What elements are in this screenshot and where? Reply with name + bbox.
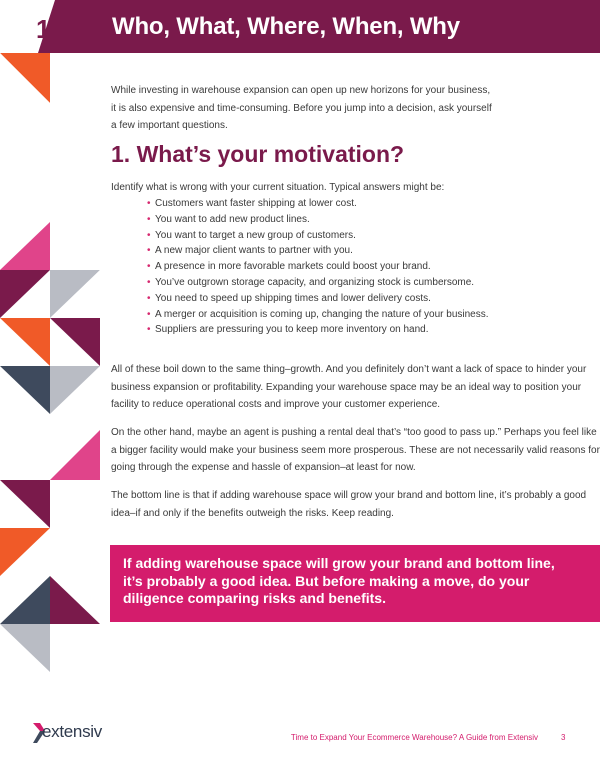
intro-line: While investing in warehouse expansion can open up new horizons for your business, <box>111 85 491 96</box>
list-item: • You’ve outgrown storage capacity, and organizing stock is cumbersome. <box>147 275 489 291</box>
footer-guide-title: Time to Expand Your Ecommerce Warehouse? A Guide from Extensiv <box>290 733 538 742</box>
paragraph-line: facility to reduce operational costs and improve your customer experience. <box>111 399 441 410</box>
list-item: • You want to add new product lines. <box>147 212 489 228</box>
chapter-title: Who, What, Where, When, Why <box>112 13 460 40</box>
list-item: • Customers want faster shipping at lower cost. <box>147 196 489 212</box>
paragraph-line: going through the expense and hassle of expansion–at least for now. <box>111 462 416 473</box>
paragraph-line: All of these boil down to the same thing–growth. And you definitely don’t want a lack of space to hinder your <box>111 364 587 375</box>
body-paragraph-other-hand <box>111 424 600 477</box>
chapter-number: 1 <box>36 14 51 44</box>
page-number: 3 <box>561 733 566 742</box>
reasons-list <box>147 196 489 338</box>
callout-line: diligence comparing risks and benefits. <box>123 590 386 606</box>
list-item: • Suppliers are pressuring you to keep more inventory on hand. <box>147 322 489 338</box>
section-lead: Identify what is wrong with your current situation. Typical answers might be: <box>111 182 445 193</box>
intro-line: it is also expensive and time-consuming. Before you jump into a decision, ask yourself <box>111 102 492 114</box>
body-paragraph-growth <box>111 361 586 414</box>
brand-logo-text: extensiv <box>42 722 102 741</box>
paragraph-line: The bottom line is that if adding warehouse space will grow your brand and bottom line, it’s probably a good <box>111 490 587 501</box>
callout-line: it’s probably a good idea. But before making a move, do your <box>123 572 530 589</box>
callout-text <box>123 555 563 608</box>
list-item: • You need to speed up shipping times and lower delivery costs. <box>147 291 489 307</box>
paragraph-line: On the other hand, maybe an agent is pushing a rental deal that’s “too good to pass up.” Perhaps you feel like <box>111 427 597 438</box>
list-item: • A merger or acquisition is coming up, changing the nature of your business. <box>147 307 489 323</box>
intro-paragraph <box>111 82 492 135</box>
paragraph-line: a bigger facility would make your business seem more prosperous. These are not necessarily valid reasons for <box>111 444 600 456</box>
paragraph-line: business expansion or profitability. Expanding your warehouse space may be an ideal way to position your <box>111 381 582 393</box>
geometric-pattern-decoration <box>0 0 110 700</box>
paragraph-line: idea–if and only if the benefits outweigh the risks. Keep reading. <box>111 507 394 519</box>
body-paragraph-bottom-line <box>111 487 586 522</box>
section-title: 1. What’s your motivation? <box>111 141 405 167</box>
list-item: • A new major client wants to partner with you. <box>147 243 489 259</box>
intro-line: a few important questions. <box>111 120 228 131</box>
callout-box <box>110 545 600 622</box>
list-item: • A presence in more favorable markets could boost your brand. <box>147 259 489 275</box>
list-item: • You want to target a new group of customers. <box>147 228 489 244</box>
callout-line: If adding warehouse space will grow your brand and bottom line, <box>123 555 555 571</box>
